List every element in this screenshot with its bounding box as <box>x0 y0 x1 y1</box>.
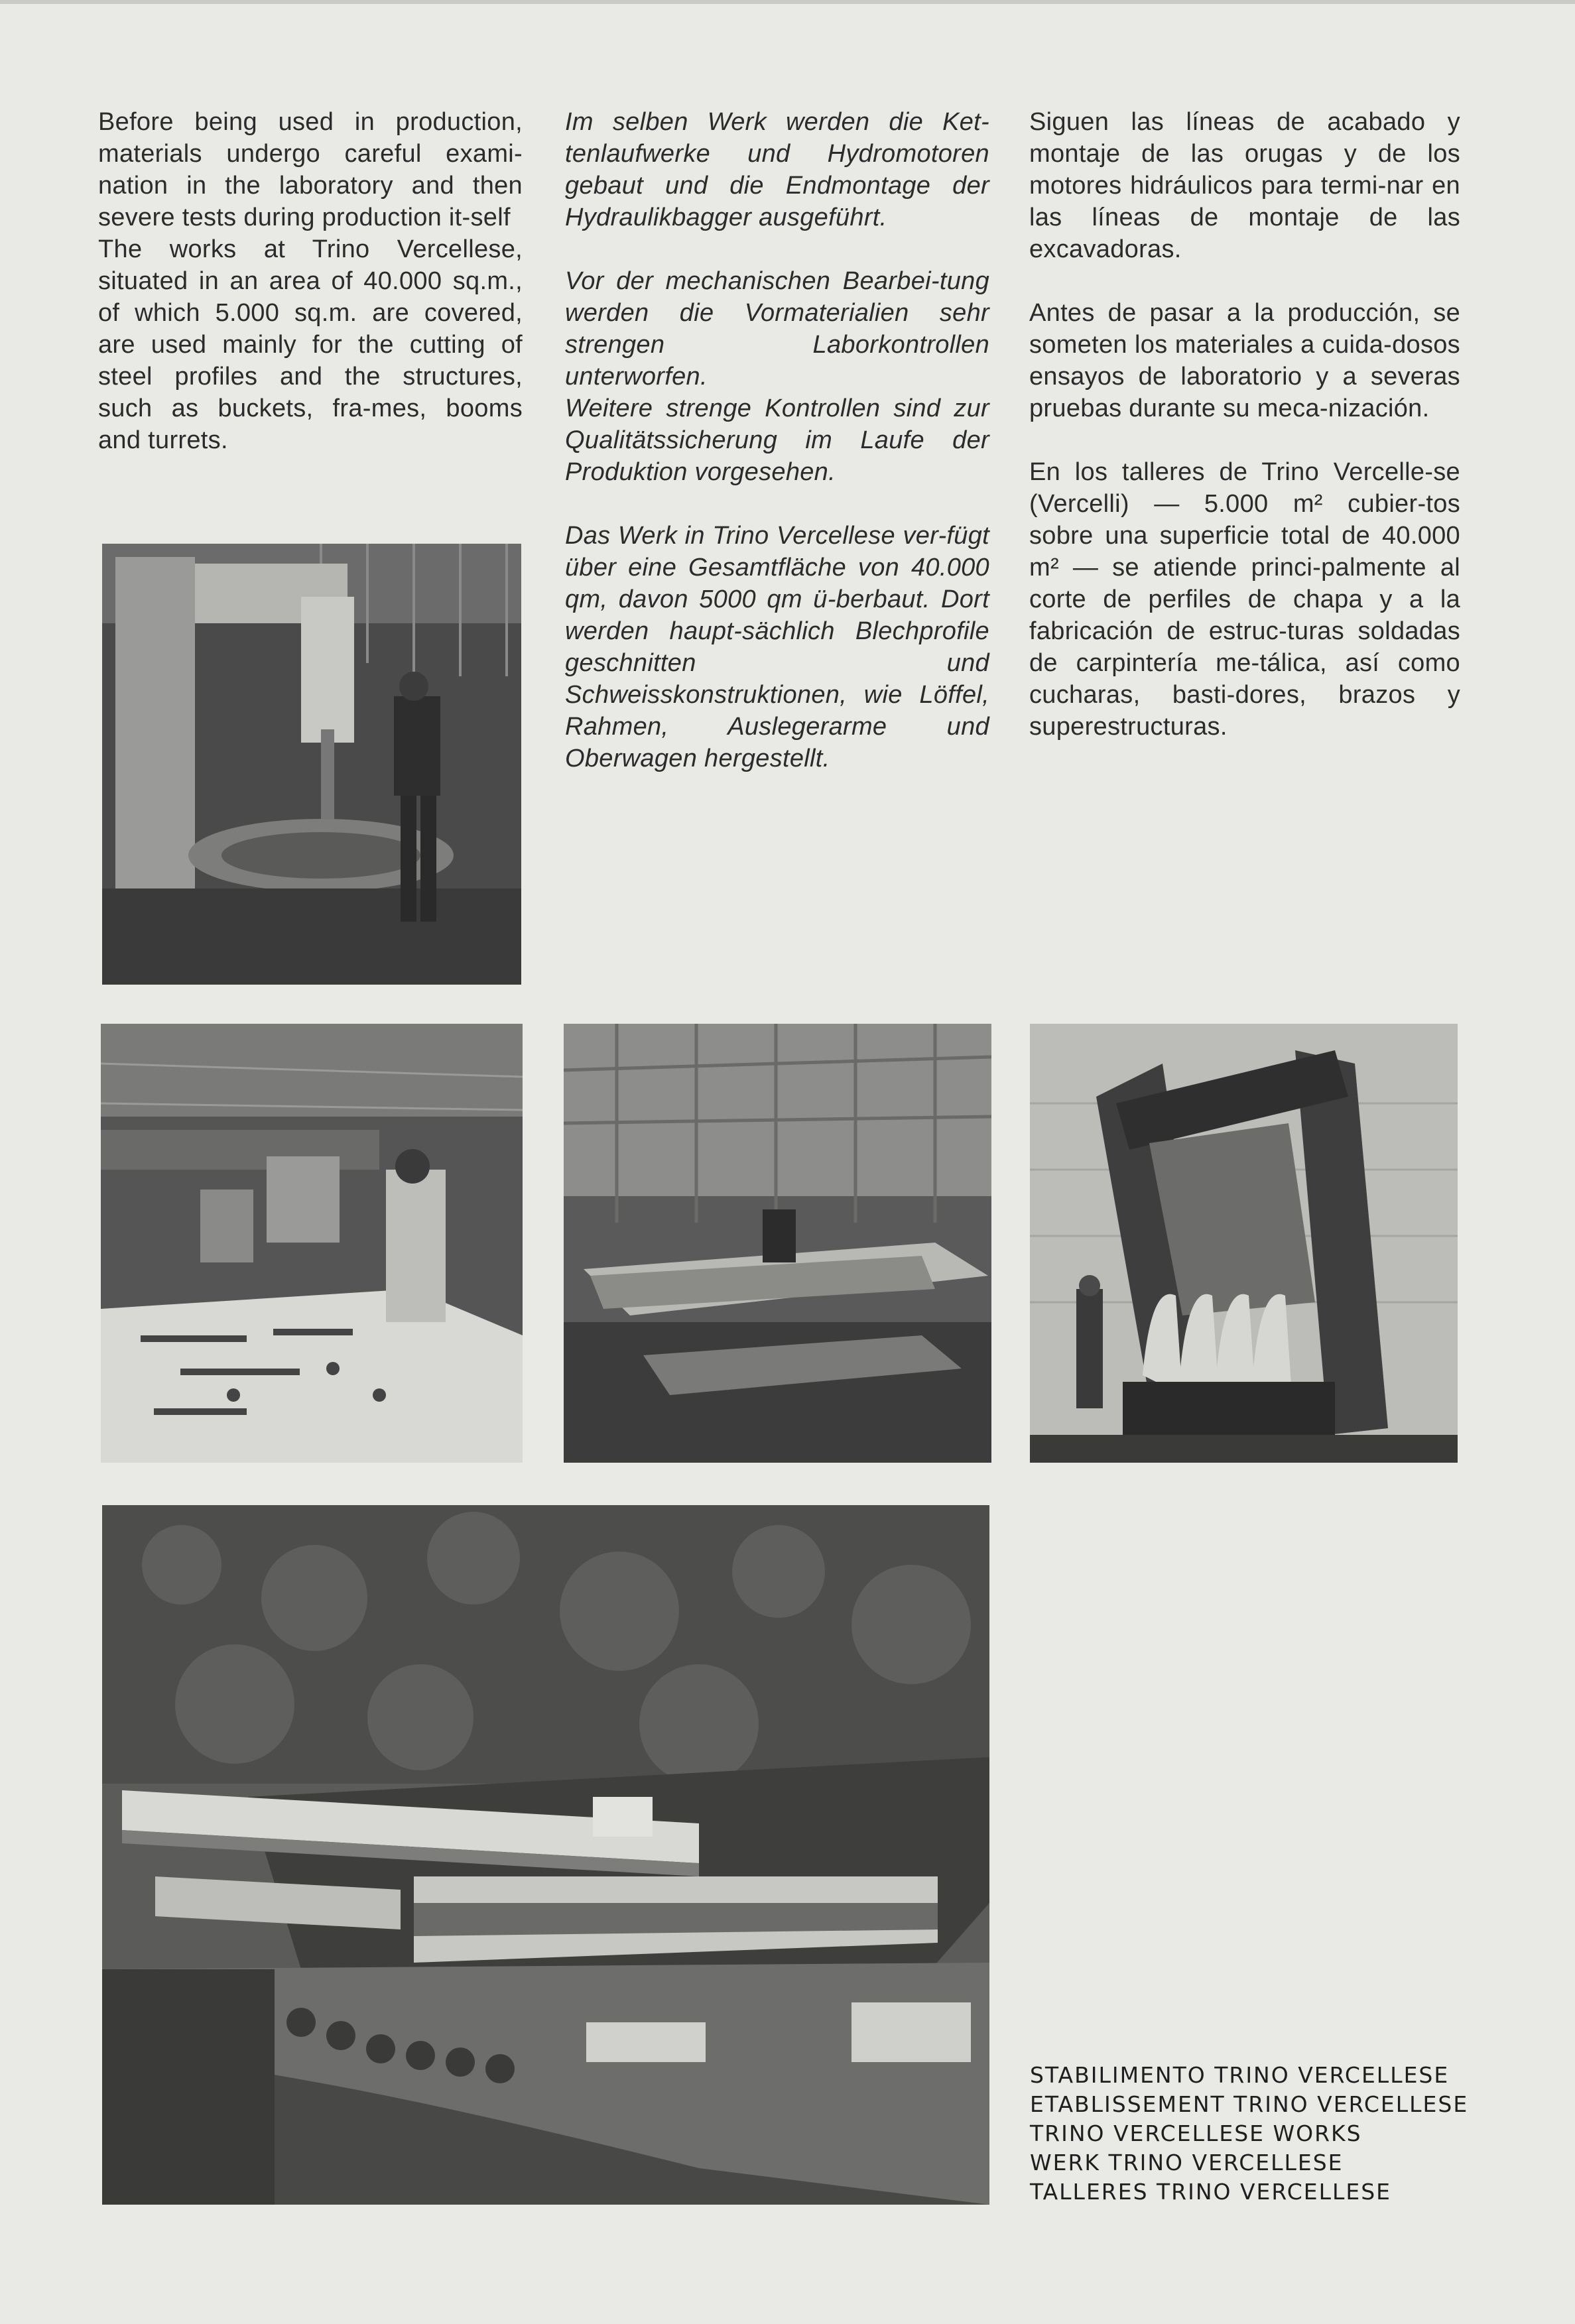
aerial-works-photo <box>102 1505 989 2205</box>
paragraph-gap <box>1029 424 1460 456</box>
paragraph-gap <box>565 488 989 520</box>
paragraph-gap <box>1029 265 1460 297</box>
caption-line-german: WERK TRINO VERCELLESE <box>1030 2150 1344 2175</box>
works-caption <box>1030 2061 1494 2207</box>
german-paragraph-1: Im selben Werk werden die Ket-tenlaufwerke und Hydromotoren gebaut und die Endmontage der Hydraulikbagger ausgeführt. <box>565 108 989 231</box>
page-top-edge <box>0 0 1575 4</box>
caption-line-spanish: TALLERES TRINO VERCELLESE <box>1030 2179 1391 2205</box>
spanish-paragraph-2: Antes de pasar a la producción, se someten los materiales a cuida-dosos ensayos de laboratorio y a severas pruebas durante su meca-nización. <box>1029 299 1460 422</box>
caption-line-french: ETABLISSEMENT TRINO VERCELLESE <box>1030 2091 1469 2117</box>
english-paragraph-2: The works at Trino Vercellese, situated in an area of 40.000 sq.m., of which 5.000 sq.m. are covered, are used mainly for the cutting of steel profiles and the structures, such as buckets, fra-mes, booms and turrets. <box>98 235 523 454</box>
paragraph-gap <box>565 233 989 265</box>
english-text-column <box>98 106 523 456</box>
spanish-text-column <box>1029 106 1460 743</box>
drilling-machine-photo <box>102 544 521 985</box>
german-paragraph-4: Das Werk in Trino Vercellese ver-fügt über eine Gesamtfläche von 40.000 qm, davon 5000 qm ü-berbaut. Dort werden haupt-sächlich Blechprofile geschnitten und Schweisskonstruktionen, wie Löffel, Rahmen, Auslegerarme und Oberwagen hergestellt. <box>565 522 989 772</box>
german-paragraph-3: Weitere strenge Kontrollen sind zur Qualitätssicherung im Laufe der Produktion vorgesehen. <box>565 395 989 486</box>
cutting-machine-photo <box>101 1024 523 1463</box>
caption-line-italian: STABILIMENTO TRINO VERCELLESE <box>1030 2062 1450 2088</box>
english-paragraph-1: Before being used in production, materials undergo careful exami-nation in the laboratory and then severe tests during production it-self <box>98 108 523 231</box>
bucket-press-photo <box>1030 1024 1458 1463</box>
spanish-paragraph-3: En los talleres de Trino Vercelle-se (Vercelli) — 5.000 m² cubier-tos sobre una superficie total de 40.000 m² — se atiende princi-palmente al corte de perfiles de chapa y a la fabricación de estruc-turas soldadas de carpintería me-tálica, así como cucharas, basti-dores, brazos y superestructuras. <box>1029 458 1460 741</box>
german-paragraph-2: Vor der mechanischen Bearbei-tung werden die Vormaterialien sehr strengen Laborkontrollen unterworfen. <box>565 267 989 391</box>
spanish-paragraph-1: Siguen las líneas de acabado y montaje de las orugas y de los motores hidráulicos para termi-nar en las líneas de montaje de las excavadoras. <box>1029 108 1460 263</box>
german-text-column <box>565 106 989 774</box>
caption-line-english: TRINO VERCELLESE WORKS <box>1030 2120 1362 2146</box>
welding-frame-photo <box>564 1024 991 1463</box>
